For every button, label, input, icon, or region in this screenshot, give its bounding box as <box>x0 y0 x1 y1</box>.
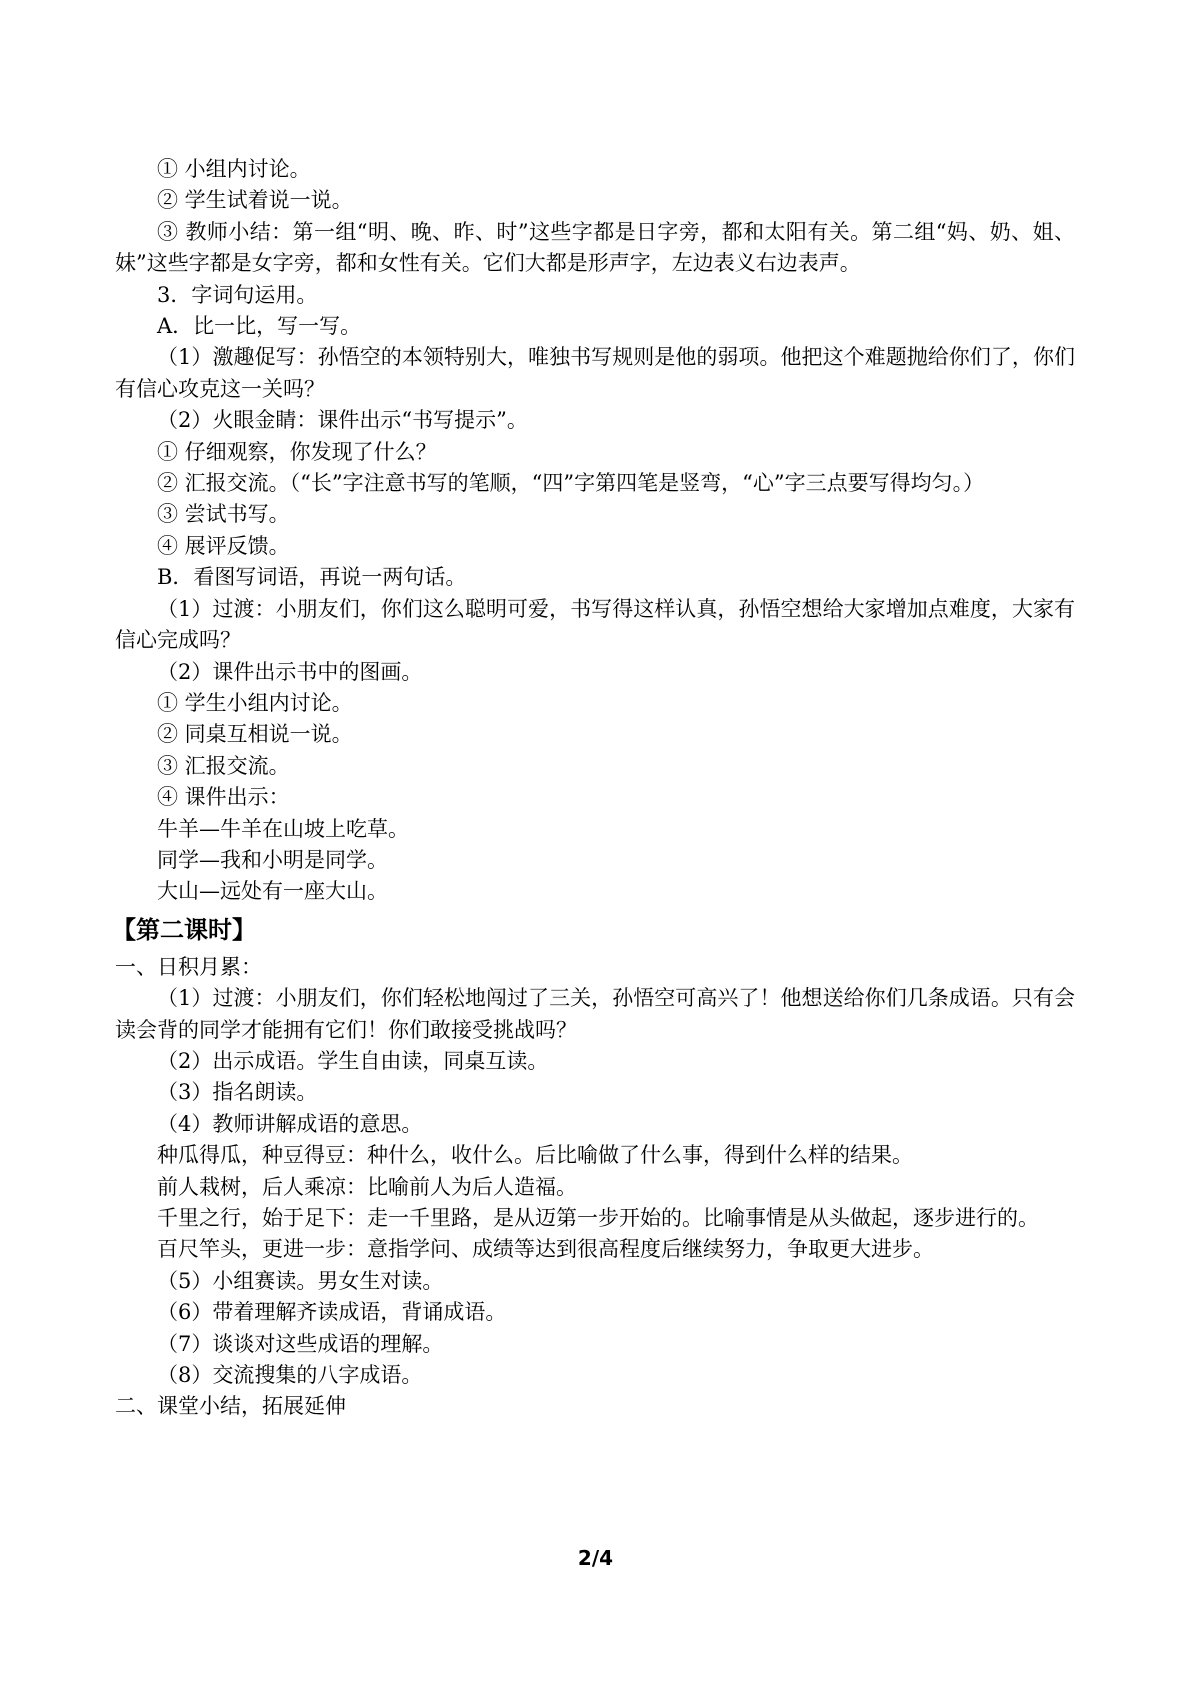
paragraph: （4）教师讲解成语的意思。 <box>157 1111 423 1136</box>
paragraph: ① 小组内讨论。 <box>157 157 311 181</box>
paragraph: ② 同桌互相说一说。 <box>157 722 353 747</box>
page-number <box>0 1546 1191 1570</box>
paragraph: 百尺竿头，更进一步：意指学问、成绩等达到很高程度后继续努力，争取更大进步。 <box>157 1237 934 1262</box>
page-current: 2 <box>577 1546 592 1570</box>
paragraph: （7）谈谈对这些成语的理解。 <box>157 1331 444 1356</box>
paragraph: 千里之行，始于足下：走一千里路，是从迈第一步开始的。比喻事情是从头做起，逐步进行的。 <box>157 1206 1039 1230</box>
paragraph: ③ 尝试书写。 <box>157 502 290 527</box>
paragraph: 前人栽树，后人乘凉：比喻前人为后人造福。 <box>157 1174 577 1199</box>
paragraph: （1）过渡：小朋友们，你们轻松地闯过了三关，孙悟空可高兴了！他想送给你们几条成语。只有会读会背的同学才能拥有它们！你们敢接受挑战吗？ <box>115 986 1075 1042</box>
paragraph: ② 汇报交流。（“长”字注意书写的笔顺，“四”字第四笔是竖弯，“心”字三点要写得均匀。） <box>157 471 985 496</box>
paragraph: （6）带着理解齐读成语，背诵成语。 <box>157 1300 507 1325</box>
paragraph: （2）课件出示书中的图画。 <box>157 659 423 684</box>
section-title: 二、课堂小结，拓展延伸 <box>115 1394 346 1419</box>
paragraph: （1）过渡：小朋友们，你们这么聪明可爱，书写得这样认真，孙悟空想给大家增加点难度，大家有信心完成吗？ <box>115 596 1075 653</box>
paragraph: ③ 教师小结：第一组“明、晚、昨、时”这些字都是日字旁，都和太阳有关。第二组“妈、奶、姐、妹”这些字都是女字旁，都和女性有关。它们大都是形声字，左边表义右边表声。 <box>115 219 1075 276</box>
paragraph: ② 学生试着说一说。 <box>157 188 353 213</box>
paragraph: （2）出示成语。学生自由读，同桌互读。 <box>157 1048 549 1073</box>
document-body <box>112 154 1075 1423</box>
paragraph: ① 仔细观察，你发现了什么？ <box>157 439 437 464</box>
page-separator: / <box>591 1546 600 1570</box>
paragraph: 种瓜得瓜，种豆得豆：种什么，收什么。后比喻做了什么事，得到什么样的结果。 <box>157 1143 913 1168</box>
paragraph: （3）指名朗读。 <box>157 1080 318 1105</box>
paragraph: 大山—远处有一座大山。 <box>157 879 388 904</box>
paragraph: ④ 课件出示： <box>157 785 290 810</box>
page-total: 4 <box>599 1546 614 1570</box>
paragraph: （2）火眼金睛：课件出示“书写提示”。 <box>157 408 528 433</box>
paragraph: 3．字词句运用。 <box>157 282 318 307</box>
paragraph: A．比一比，写一写。 <box>157 314 362 339</box>
paragraph: ④ 展评反馈。 <box>157 533 290 558</box>
paragraph: （1）激趣促写：孙悟空的本领特别大，唯独书写规则是他的弱项。他把这个难题抛给你们了，你们有信心攻克这一关吗？ <box>115 345 1075 401</box>
paragraph: （8）交流搜集的八字成语。 <box>157 1363 423 1388</box>
section-title: 一、日积月累： <box>115 954 262 979</box>
paragraph: 同学—我和小明是同学。 <box>157 847 388 872</box>
section-heading: 【第二课时】 <box>112 915 256 944</box>
paragraph: （5）小组赛读。男女生对读。 <box>157 1268 444 1293</box>
paragraph: B．看图写词语，再说一两句话。 <box>157 565 467 590</box>
paragraph: 牛羊—牛羊在山坡上吃草。 <box>157 816 409 841</box>
paragraph: ① 学生小组内讨论。 <box>157 690 353 715</box>
paragraph: ③ 汇报交流。 <box>157 753 290 778</box>
